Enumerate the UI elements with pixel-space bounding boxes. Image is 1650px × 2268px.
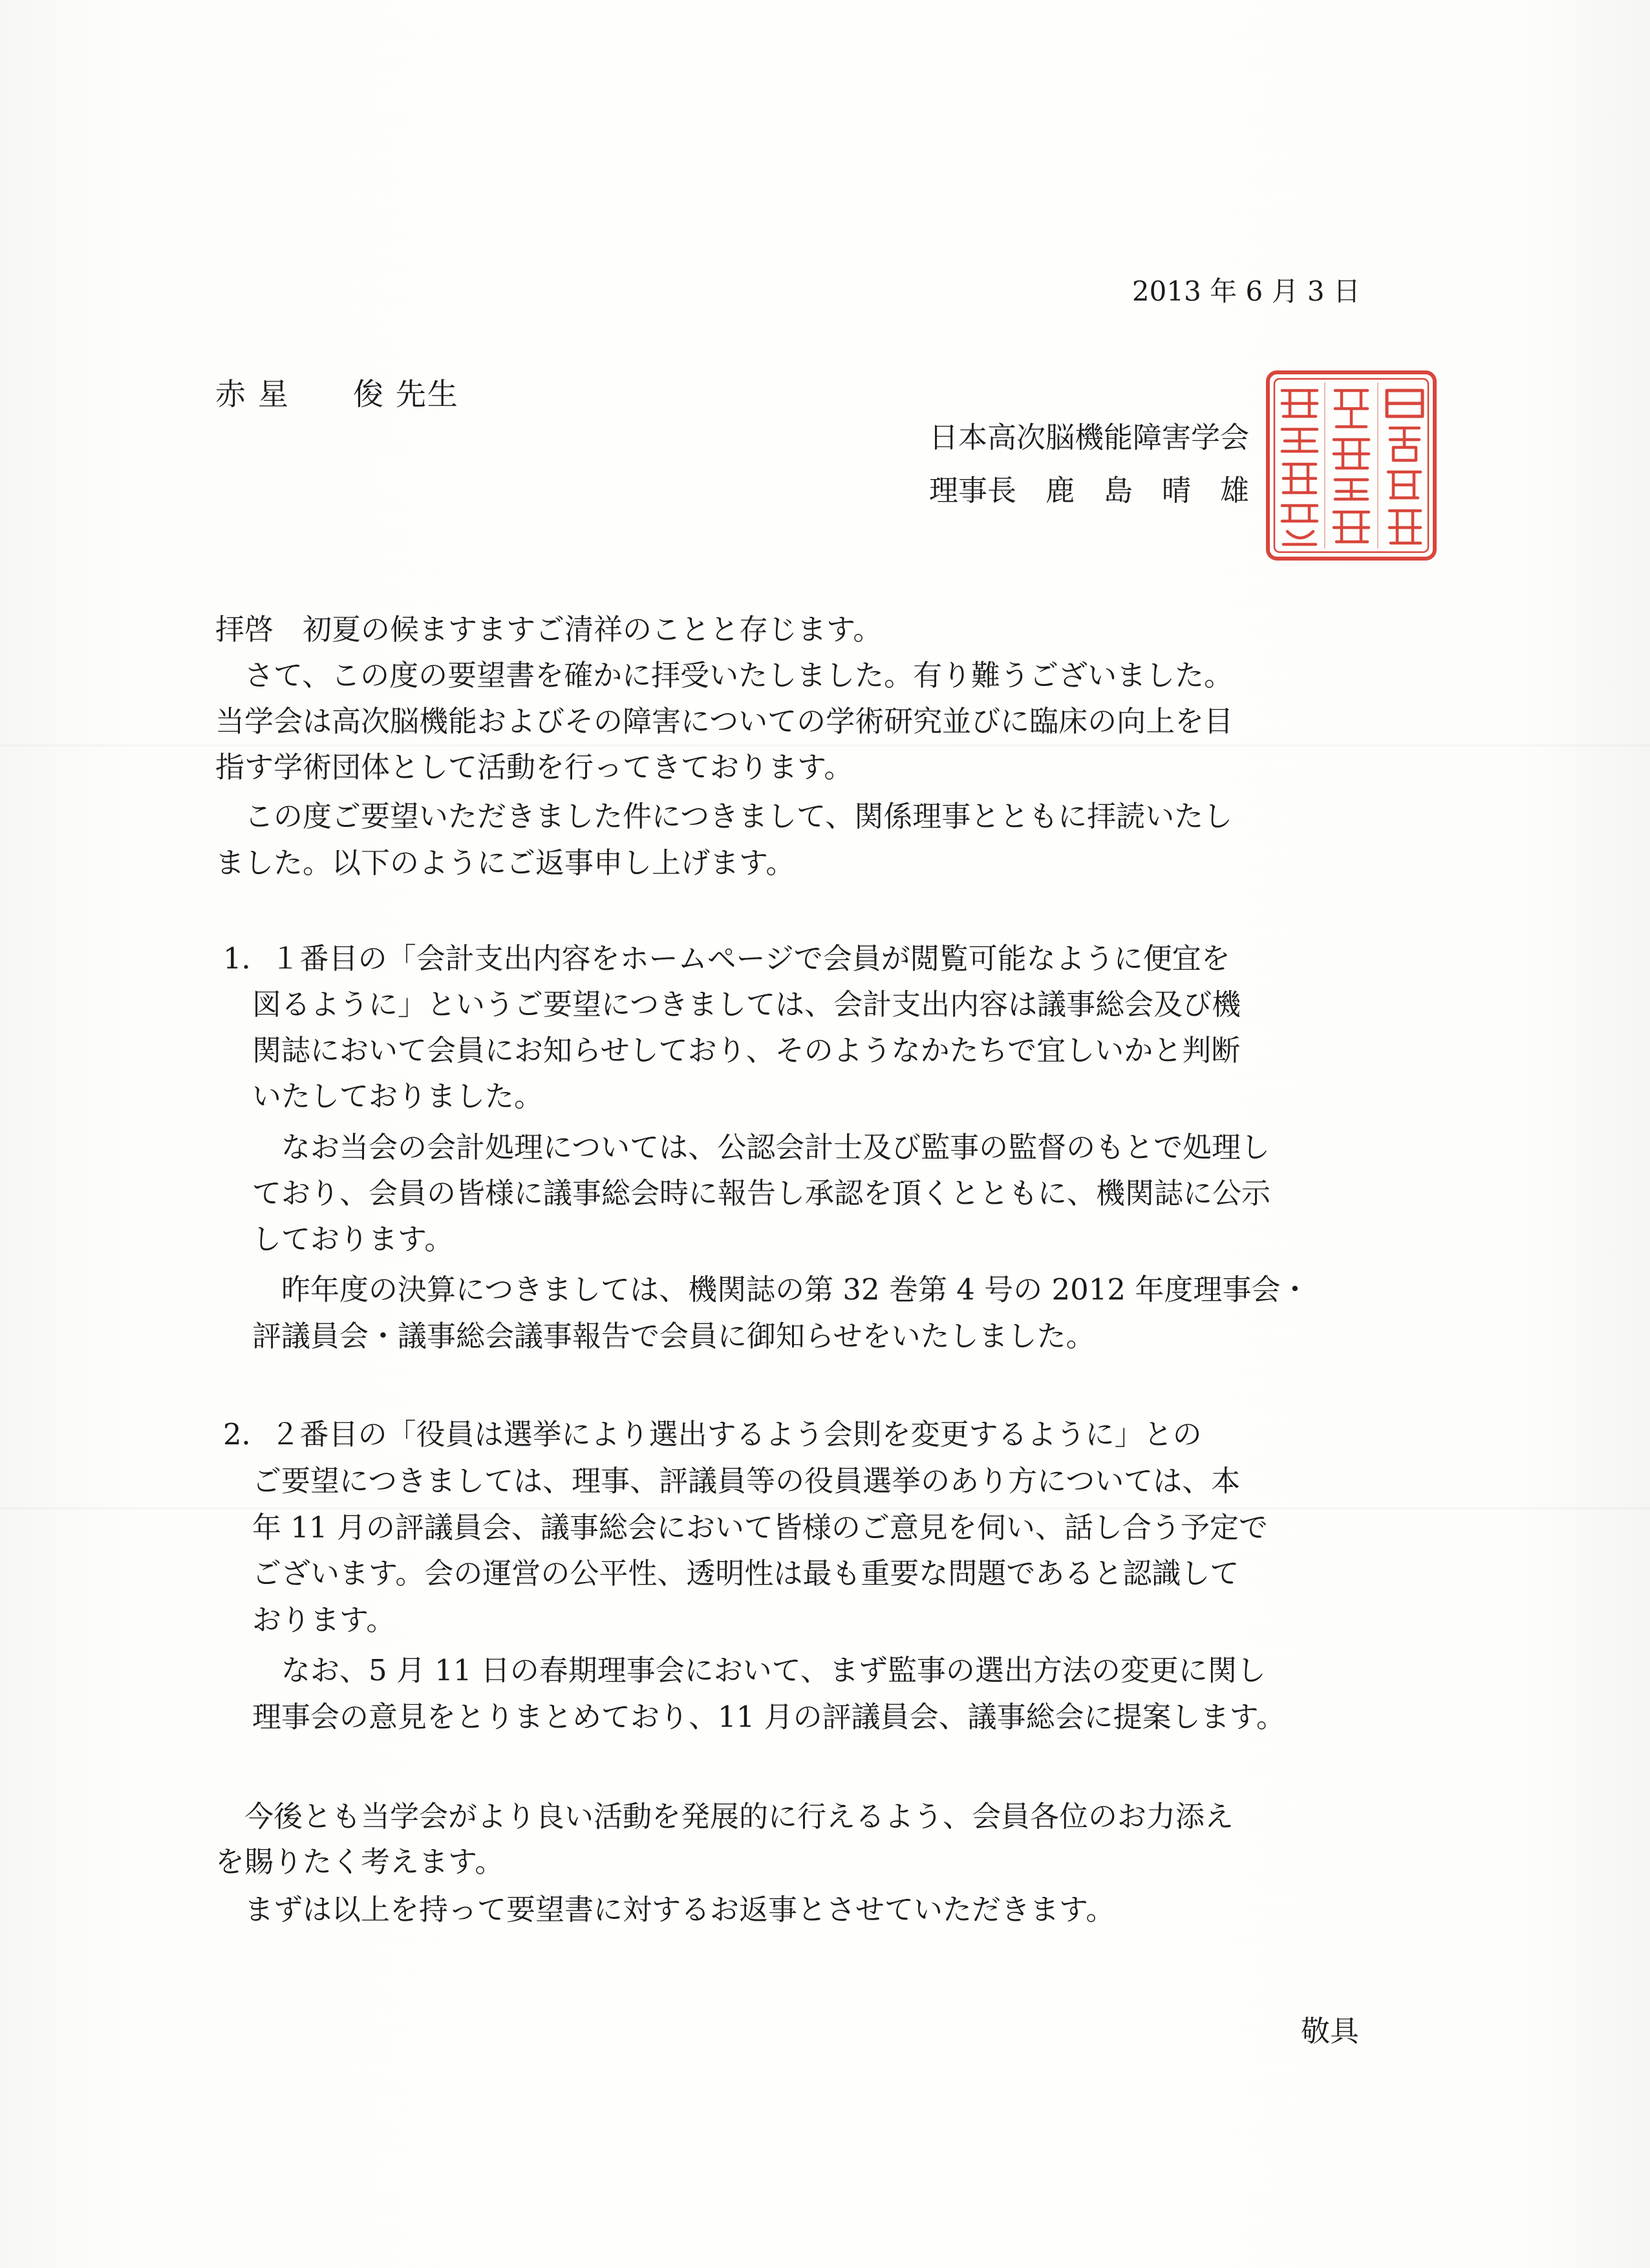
item-2-line: なお、5 月 11 日の春期理事会において、まず監事の選出方法の変更に関し bbox=[223, 1653, 1266, 1687]
item-1-line: しております。 bbox=[223, 1222, 454, 1256]
body-line: この度ご要望いただきました件につきまして、関係理事とともに拝読いたし bbox=[215, 799, 1233, 833]
item-1-line: いたしておりました。 bbox=[223, 1079, 544, 1113]
item-1-line: なお当会の会計処理については、公認会計士及び監事の監督のもとで処理し bbox=[223, 1130, 1270, 1164]
official-seal-stamp bbox=[1264, 369, 1439, 562]
body-line: ました。以下のようにご返事申し上げます。 bbox=[215, 846, 795, 880]
addressee: 赤 星 俊 先生 bbox=[215, 377, 459, 412]
sender-name: 理事長 鹿 島 晴 雄 bbox=[928, 473, 1249, 508]
sender-organization: 日本高次脳機能障害学会 bbox=[928, 420, 1249, 455]
item-1-line: 1．１番目の「会計支出内容をホームページで会員が閲覧可能なように便宜を bbox=[223, 941, 1230, 976]
item-1-line: 図るように」というご要望につきましては、会計支出内容は議事総会及び機 bbox=[223, 987, 1241, 1022]
body-line: まずは以上を持って要望書に対するお返事とさせていただきます。 bbox=[215, 1892, 1115, 1927]
body-line: さて、この度の要望書を確かに拝受いたしました。有り難うございました。 bbox=[215, 658, 1234, 692]
item-1-line: 評議員会・議事総会議事報告で会員に御知らせをいたしました。 bbox=[223, 1319, 1095, 1353]
closing-salutation: 敬具 bbox=[1300, 2014, 1359, 2048]
item-1-line: 昨年度の決算につきましては、機関誌の第 32 巻第 4 号の 2012 年度理事会・ bbox=[223, 1272, 1310, 1307]
item-1-line: 関誌において会員にお知らせしており、そのようなかたちで宜しいかと判断 bbox=[223, 1033, 1241, 1067]
item-2-line: 2．２番目の「役員は選挙により選出するよう会則を変更するように」との bbox=[223, 1417, 1202, 1451]
body-line: 指す学術団体として活動を行ってきております。 bbox=[215, 750, 853, 784]
body-line: を賜りたく考えます。 bbox=[215, 1845, 504, 1879]
item-2-line: 理事会の意見をとりまとめており、11 月の評議員会、議事総会に提案します。 bbox=[223, 1700, 1285, 1734]
paper-fold-line bbox=[0, 744, 1650, 747]
body-line: 今後とも当学会がより良い活動を発展的に行えるよう、会員各位のお力添え bbox=[215, 1799, 1234, 1834]
body-line: 拝啓 初夏の候ますますご清祥のことと存じます。 bbox=[215, 612, 883, 647]
item-2-line: 年 11 月の評議員会、議事総会において皆様のご意見を伺い、話し合う予定で bbox=[223, 1510, 1268, 1545]
item-1-line: ており、会員の皆様に議事総会時に報告し承認を頂くとともに、機関誌に公示 bbox=[223, 1176, 1271, 1210]
item-2-line: ご要望につきましては、理事、評議員等の役員選挙のあり方については、本 bbox=[223, 1464, 1241, 1498]
item-2-line: おります。 bbox=[223, 1603, 396, 1637]
body-line: 当学会は高次脳機能およびその障害についての学術研究並びに臨床の向上を目 bbox=[215, 704, 1234, 738]
letter-date: 2013 年 6 月 3 日 bbox=[1131, 275, 1360, 307]
item-2-line: ございます。会の運営の公平性、透明性は最も重要な問題であると認識して bbox=[223, 1556, 1239, 1590]
